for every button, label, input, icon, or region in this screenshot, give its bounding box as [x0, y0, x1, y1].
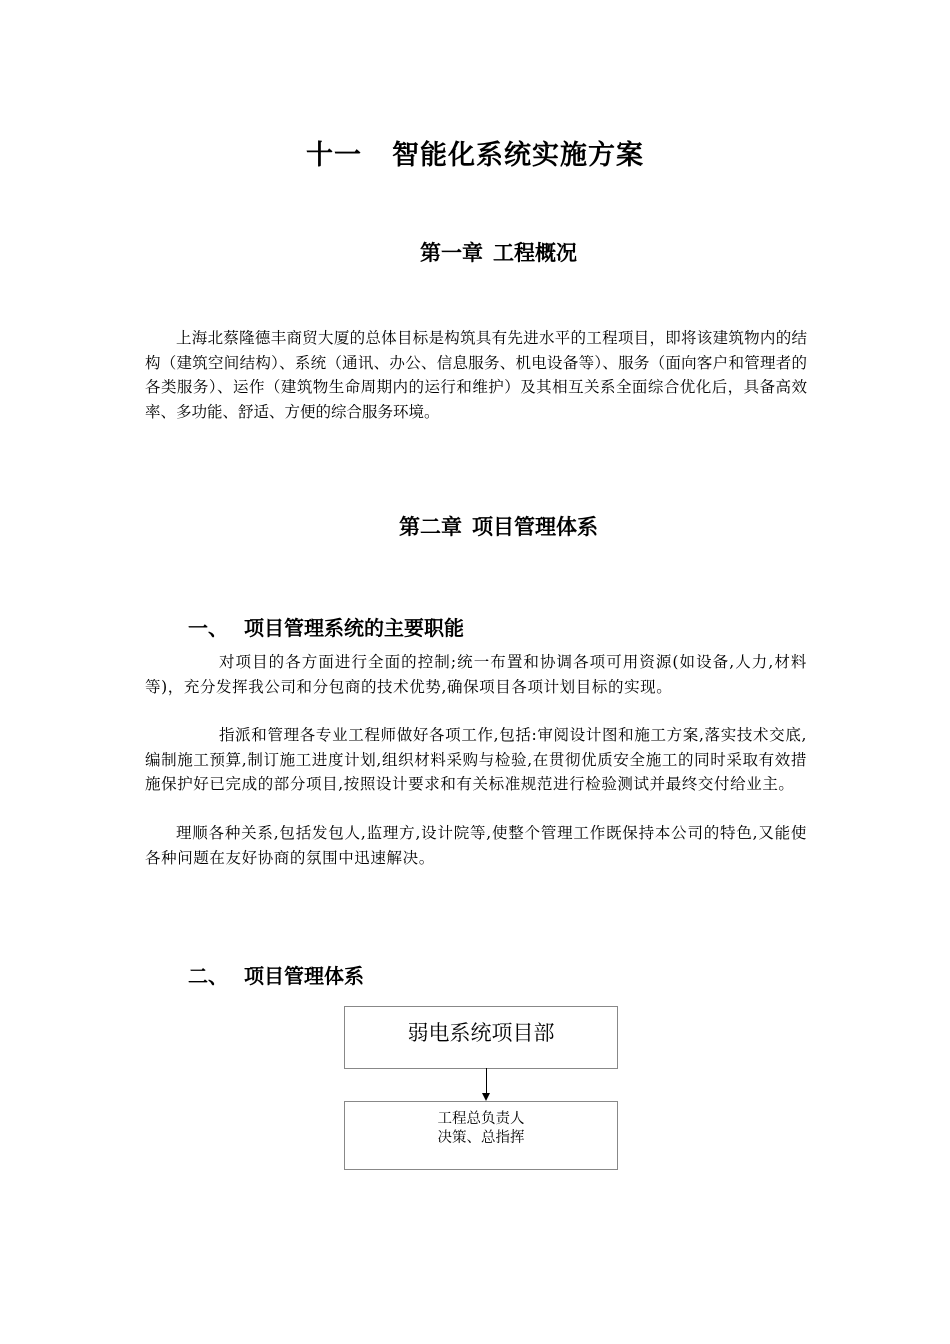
org-chart-box-sublabel: 决策、总指挥: [437, 1130, 525, 1146]
chapter-1-name: 工程概况: [493, 240, 577, 265]
section-1-heading: [188, 612, 464, 641]
section-1-name: 项目管理系统的主要职能: [244, 616, 464, 640]
section-2-number: 二、: [188, 964, 228, 988]
arrow-down-icon: [482, 1093, 490, 1101]
chapter-1-number: 第一章: [420, 240, 483, 265]
section-1-paragraph: 指派和管理各专业工程师做好各项工作,包括:审阅设计图和施工方案,落实技术交底,编制施工预算,制订施工进度计划,组织材料采购与检验,在贯彻优质安全施工的同时采取有效措施保护好已完成的部分项目,按照设计要求和有关标准规范进行检验测试并最终交付给业主。: [145, 726, 807, 793]
org-chart-connector: [486, 1068, 487, 1095]
section-1-paragraph: 理顺各种关系,包括发包人,监理方,设计院等,使整个管理工作既保持本公司的特色,又能使各种问题在友好协商的氛围中迅速解决。: [145, 824, 807, 867]
section-2-heading: [188, 960, 364, 989]
document-title: [0, 133, 950, 172]
chapter-1-paragraph: 上海北蔡隆德丰商贸大厦的总体目标是构筑具有先进水平的工程项目，即将该建筑物内的结构（建筑空间结构）、系统（通讯、办公、信息服务、机电设备等）、服务（面向客户和管理者的各类服务）、运作（建筑物生命周期内的运行和维护）及其相互关系全面综合优化后，具备高效率、多功能、舒适、方便的综合服务环境。: [145, 329, 807, 421]
org-chart-box-label: 工程总负责人: [437, 1111, 525, 1127]
chapter-1-heading: [0, 237, 950, 267]
section-1-paragraph: 对项目的各方面进行全面的控制;统一布置和协调各项可用资源(如设备,人力,材料等)，充分发挥我公司和分包商的技术优势,确保项目各项计划目标的实现。: [145, 653, 807, 696]
section-2-name: 项目管理体系: [244, 964, 364, 988]
document-title-text: 智能化系统实施方案: [392, 140, 644, 171]
chapter-2-name: 项目管理体系: [472, 514, 598, 539]
org-chart-box-project-department: [344, 1006, 618, 1069]
chapter-2-heading: [0, 511, 950, 541]
org-chart-box-label: 弱电系统项目部: [407, 1021, 555, 1045]
document-title-number: 十一: [306, 140, 362, 171]
chapter-2-number: 第二章: [399, 514, 462, 539]
org-chart-box-chief-engineer: [344, 1101, 618, 1170]
section-1-number: 一、: [188, 616, 228, 640]
